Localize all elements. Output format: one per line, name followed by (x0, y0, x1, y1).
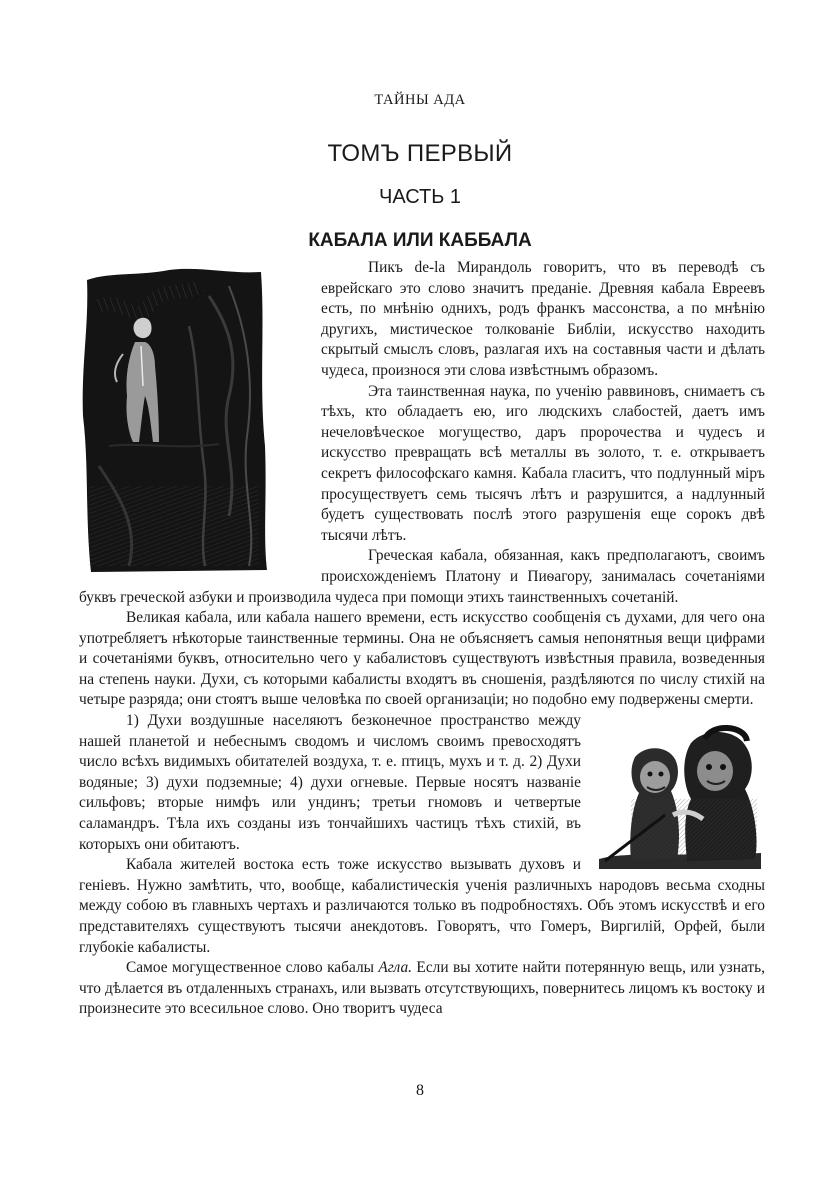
paragraph-7 (79, 958, 765, 1020)
paragraph-7-start: Самое могущественное слово кабалы (126, 959, 379, 977)
paragraph-2: Эта таинственная наука, по ученію раввиновъ, снимаетъ съ тѣхъ, кто обладаетъ ею, иго людскихъ слабостей, даетъ имъ нечеловѣческое могущество, даръ пророчества и чудесъ и искусство превращать всѣ металлы въ золото, т. е. открываетъ секретъ философскаго камня. Кабала гласитъ, что подлунный міръ просуществуетъ семь тысячъ лѣтъ и разрушится, а надлунный будетъ существовать послѣ этого разрушенія еще сорокъ двѣ тысячи лѣтъ. (321, 382, 765, 544)
chapter-title: КАБАЛА ИЛИ КАББАЛА (308, 230, 532, 251)
running-head: ТАЙНЫ АДА (374, 92, 466, 108)
paragraph-7-end: Если вы хотите найти потерянную вещь, или узнать, что дѣлается въ отдаленныхъ странахъ, или вызвать отсутствующихъ, повернитесь лицомъ къ востоку и произнесите это всесильное слово. Оно творитъ чудеса (79, 959, 765, 1018)
paragraph-4: Великая кабала, или кабала нашего времени, есть искусство сообщенія съ духами, для чего она употребляетъ нѣкоторые таинственные термины. Она не объясняетъ самыя непонятныя вещи цифрами и сочетаніями буквъ, относительно чего у кабалистовъ существуютъ извѣстныя правила, возведенныя на степень науки. Духи, съ которыми кабалисты входятъ въ сношенія, раздѣляются по числу стихій на четыре разряда; они стоятъ выше человѣка по своей организаціи; но подобно ему подвержены смерти. (79, 609, 765, 709)
page-number: 8 (416, 1082, 424, 1099)
engraving-grotesque-figures (595, 719, 765, 871)
paragraph-5: 1) Духи воздушные населяютъ безконечное пространство между нашей планетой и небеснымъ сводомъ и числомъ своимъ превосходятъ число всѣхъ видимыхъ обитателей воздуха, т. е. птицъ, мухъ и т. д. 2) Духи водяные; 3) духи подземные; 4) духи огневые. Первые носятъ названіе сильфовъ; вторые нимфъ или ундинъ; третьи гномовъ и четвертые саламандръ. Тѣла ихъ созданы изъ тончайшихъ частицъ тѣхъ стихій, въ которыхъ они обитаютъ. (79, 712, 581, 853)
paragraph-6: Кабала жителей востока есть тоже искусство вызывать духовъ и геніевъ. Нужно замѣтить, что, вообще, кабалистическія ученія различныхъ народовъ весьма сходны между собою въ главныхъ чертахъ и различаются только въ подробностяхъ. Объ этомъ искусствѣ и его представителяхъ существуютъ тысячи анекдотовъ. Говорятъ, что Гомеръ, Виргилій, Орфей, были глубокіе кабалисты. (79, 856, 765, 956)
paragraph-3: Греческая кабала, обязанная, какъ предполагаютъ, своимъ происхожденіемъ Платону и Пиѳагору, занималась сочетаніями буквъ греческой азбуки и производила чудеса при помощи этихъ таинственныхъ сочетаній. (79, 547, 765, 606)
italic-word-agla: Агла. (378, 959, 413, 977)
body-text (79, 258, 765, 1020)
engraving-figure-in-dark-forest (79, 266, 269, 574)
paragraph-1: Пикъ de-la Мирандоль говоритъ, что въ переводѣ съ еврейскаго это слово значитъ преданіе. Древняя кабала Евреевъ есть, по мнѣнію однихъ, родъ франкъ массонства, а по мнѣнію другихъ, мистическое толкованіе Библіи, искусство находить скрытый смыслъ словъ, разлагая ихъ на составныя части и дѣлать чудеса, произнося эти слова извѣстнымъ образомъ. (321, 259, 765, 379)
part-title: ЧАСТЬ 1 (378, 186, 462, 208)
volume-title: ТОМЪ ПЕРВЫЙ (327, 140, 513, 167)
